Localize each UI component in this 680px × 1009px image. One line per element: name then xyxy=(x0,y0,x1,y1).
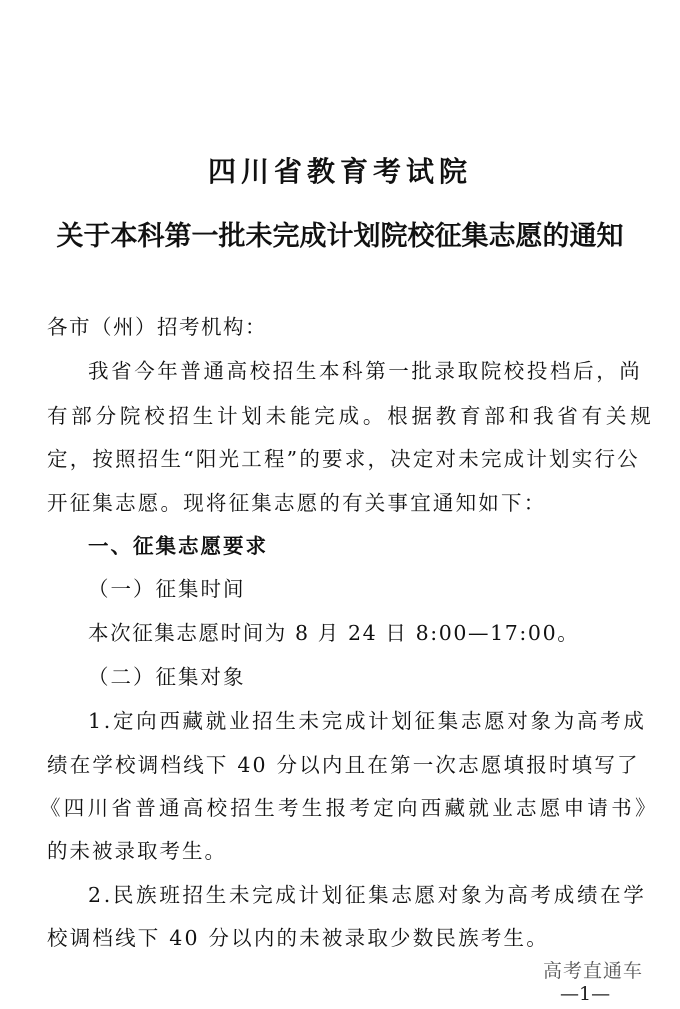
page-number: —1— xyxy=(560,983,611,1005)
intro-line: 开征集志愿。现将征集志愿的有关事宜通知如下： xyxy=(47,491,547,515)
item1-line: 《四川省普通高校招生考生报考定向西藏就业志愿申请书》 xyxy=(40,796,659,820)
salutation: 各市（州）招考机构： xyxy=(47,315,267,339)
subsection-heading-time: （一）征集时间 xyxy=(88,577,246,601)
intro-line: 定，按照招生“阳光工程”的要求，决定对未完成计划实行公 xyxy=(47,447,640,471)
item2-line: 2.民族班招生未完成计划征集志愿对象为高考成绩在学 xyxy=(88,883,647,907)
item1-line: 1.定向西藏就业招生未完成计划征集志愿对象为高考成 xyxy=(88,709,647,733)
item1-line: 绩在学校调档线下 40 分以内且在第一次志愿填报时填写了 xyxy=(47,753,640,777)
section-heading: 一、征集志愿要求 xyxy=(88,534,268,558)
notice-title: 关于本科第一批未完成计划院校征集志愿的通知 xyxy=(56,221,624,252)
subsection-heading-target: （二）征集对象 xyxy=(88,665,246,689)
item2-line: 校调档线下 40 分以内的未被录取少数民族考生。 xyxy=(47,926,549,950)
issuing-organization: 四川省教育考试院 xyxy=(207,155,472,188)
watermark: 高考直通车 xyxy=(543,960,644,982)
intro-line: 我省今年普通高校招生本科第一批录取院校投档后，尚 xyxy=(88,359,643,383)
item1-line: 的未被录取考生。 xyxy=(47,839,227,863)
intro-line: 有部分院校招生计划未能完成。根据教育部和我省有关规 xyxy=(47,404,655,428)
collection-time-text: 本次征集志愿时间为 8 月 24 日 8:00—17:00。 xyxy=(88,621,580,645)
